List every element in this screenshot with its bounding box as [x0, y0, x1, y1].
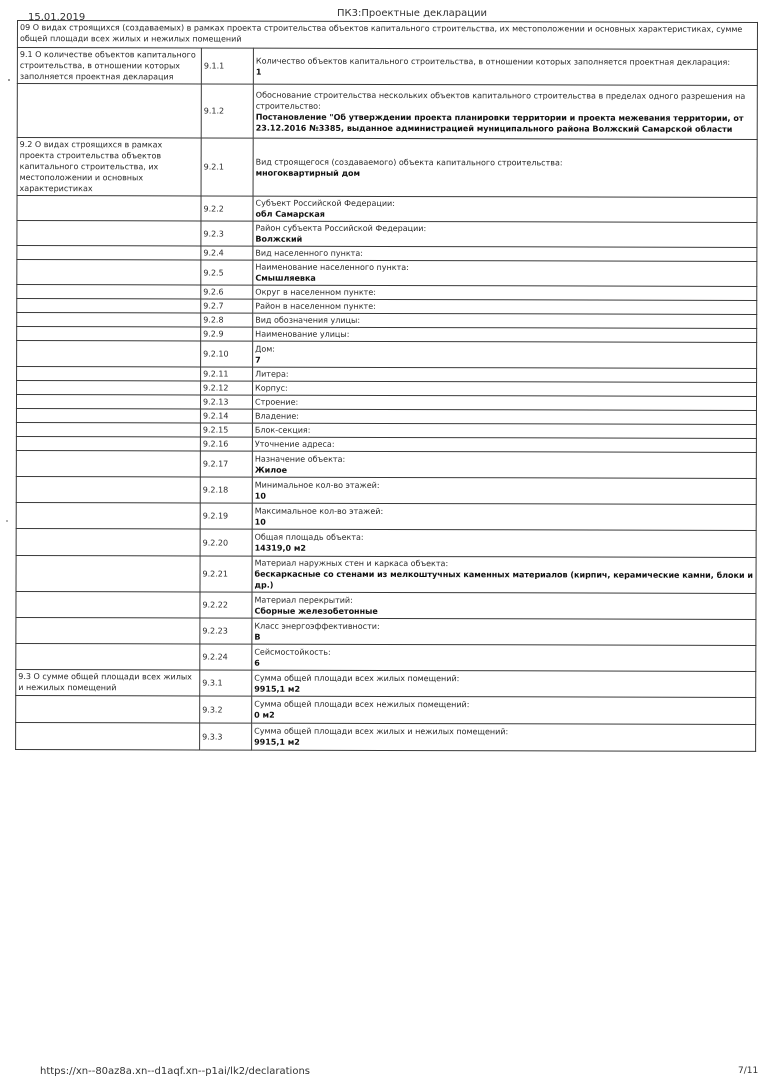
section-cell — [17, 341, 201, 367]
item-value: Жилое — [254, 465, 288, 475]
declaration-table — [15, 20, 758, 752]
item-label: Владение: — [254, 411, 299, 421]
item-value: 10 — [254, 491, 266, 501]
item-content — [253, 381, 757, 396]
item-content — [252, 670, 756, 697]
table-row — [17, 84, 757, 140]
section-cell — [17, 221, 201, 246]
item-label: Обоснование строительства нескольких объектов капитального строительства в пределах одного разрешения на строительство: — [255, 90, 746, 111]
item-code: 9.2.11 — [201, 367, 253, 381]
item-code: 9.2.17 — [200, 451, 252, 477]
item-value: B — [254, 632, 261, 642]
table-row — [16, 617, 756, 645]
item-content — [253, 285, 757, 300]
item-value: 9915,1 м2 — [254, 684, 301, 694]
table-row — [16, 643, 756, 671]
item-content — [253, 246, 757, 261]
item-label: Литера: — [255, 369, 289, 379]
item-content — [252, 437, 756, 452]
item-label: Вид строящегося (создаваемого) объекта капитального строительства: — [255, 157, 563, 167]
section-cell — [17, 246, 201, 260]
item-code: 9.2.24 — [200, 644, 252, 670]
item-code: 9.3.3 — [200, 723, 252, 750]
item-content — [252, 503, 756, 530]
table-row — [16, 555, 756, 593]
section-cell — [16, 555, 200, 591]
item-content — [252, 423, 756, 438]
item-label: Корпус: — [255, 383, 288, 393]
item-value: 10 — [254, 517, 266, 527]
item-label: Дом: — [255, 344, 276, 354]
item-value: Смышляевка — [255, 273, 316, 283]
item-content — [253, 327, 757, 342]
item-label: Максимальное кол-во этажей: — [254, 506, 384, 516]
item-code: 9.2.5 — [201, 260, 253, 285]
item-content — [252, 696, 756, 724]
section-cell — [16, 450, 200, 476]
item-content — [253, 221, 757, 247]
item-label: Сумма общей площади всех жилых помещений: — [254, 673, 460, 683]
item-content — [252, 395, 756, 410]
item-content — [252, 723, 756, 751]
table-row — [16, 450, 756, 478]
item-label: Материал наружных стен и каркаса объекта: — [254, 558, 449, 569]
item-code: 9.1.1 — [201, 48, 253, 84]
table-row — [16, 669, 756, 697]
item-code: 9.2.22 — [200, 592, 252, 618]
item-code: 9.2.14 — [200, 409, 252, 423]
item-label: Сумма общей площади всех жилых и нежилых помещений: — [254, 726, 509, 737]
section-cell: 9.2 О видах строящихся в рамках проекта строительства объектов капитального строительства, их местоположении и основных характеристиках — [17, 138, 201, 196]
item-content — [252, 644, 756, 671]
footer-url: https://xn--80az8a.xn--d1aqf.xn--p1ai/lk2/declarations — [40, 1066, 310, 1077]
item-code: 9.2.3 — [201, 221, 253, 246]
item-value: многоквартирный дом — [255, 168, 361, 178]
table-row — [17, 221, 757, 248]
item-code: 9.2.20 — [200, 529, 252, 556]
item-value: 9915,1 м2 — [254, 737, 300, 747]
section-cell: 9.3 О сумме общей площади всех жилых и нежилых помещений — [16, 669, 200, 695]
scan-speck — [8, 79, 10, 81]
section-cell — [16, 436, 200, 450]
table-row — [16, 695, 756, 724]
item-content — [252, 409, 756, 424]
item-content — [252, 477, 756, 504]
item-content — [253, 138, 757, 197]
table-row — [16, 591, 756, 619]
section-cell — [17, 285, 201, 299]
item-label: Минимальное кол-во этажей: — [254, 480, 380, 490]
item-code: 9.2.18 — [200, 477, 252, 503]
table-row — [17, 138, 757, 198]
item-code: 9.3.1 — [200, 670, 252, 696]
section-cell — [16, 422, 200, 436]
item-value: бескаркасные со стенами из мелкоштучных каменных материалов (кирпич, керамические камни, блоки и др.) — [254, 569, 753, 590]
section-header-row — [17, 21, 757, 50]
item-code: 9.2.9 — [201, 327, 253, 341]
section-cell — [16, 643, 200, 669]
section-cell — [17, 313, 201, 327]
item-code: 9.2.16 — [200, 437, 252, 451]
section-cell — [17, 367, 201, 381]
section-cell — [16, 502, 200, 528]
item-label: Район субъекта Российской Федерации: — [255, 223, 427, 234]
section-cell — [17, 299, 201, 313]
item-label: Количество объектов капитального строительства, в отношении которых заполняется проектная декларация: — [255, 56, 731, 67]
item-value: Волжский — [255, 234, 303, 244]
item-code: 9.2.21 — [200, 556, 252, 592]
table-row — [17, 196, 757, 223]
item-code: 9.2.19 — [200, 503, 252, 529]
print-date: 15.01.2019 — [28, 12, 86, 23]
scan-speck — [6, 520, 8, 522]
item-label: Сейсмостойкость: — [254, 647, 331, 657]
item-label: Назначение объекта: — [254, 454, 346, 464]
item-value: Постановление "Об утверждении проекта планировки территории и проекта межевания территории, от 23.12.2016 №3385, выданное администрацией муниципального района Волжский Самарской области — [255, 112, 744, 134]
section-cell — [16, 722, 200, 749]
item-value: 1 — [255, 67, 262, 77]
item-code: 9.2.10 — [201, 341, 253, 367]
item-code: 9.1.2 — [201, 84, 253, 138]
item-content — [252, 618, 756, 645]
item-label: Класс энергоэффективности: — [254, 621, 380, 631]
item-label: Строение: — [254, 397, 299, 407]
item-content — [253, 48, 757, 85]
item-code: 9.2.13 — [200, 395, 252, 409]
section-cell — [16, 695, 200, 722]
section-cell — [16, 617, 200, 643]
item-label: Наименование улицы: — [255, 329, 350, 339]
section-cell — [17, 84, 201, 138]
item-label: Вид обозначения улицы: — [255, 315, 361, 325]
item-label: Материал перекрытий: — [254, 595, 353, 605]
item-code: 9.2.7 — [201, 299, 253, 313]
section-09-title: 09 О видах строящихся (создаваемых) в рамках проекта строительства объектов капитального строительства, их местоположении и основных характеристиках, сумме общей площади всех жилых и нежилых помещений — [17, 21, 757, 50]
item-value: 14319,0 м2 — [254, 543, 306, 553]
section-cell — [16, 476, 200, 502]
item-content — [253, 341, 757, 368]
section-cell — [16, 591, 200, 617]
item-content — [253, 260, 757, 286]
item-label: Уточнение адреса: — [254, 439, 335, 449]
item-value: 7 — [255, 355, 261, 365]
item-code: 9.2.8 — [201, 313, 253, 327]
item-value: 0 м2 — [254, 710, 275, 720]
item-label: Район в населенном пункте: — [255, 301, 376, 311]
item-label: Наименование населенного пункта: — [255, 262, 409, 273]
section-cell — [16, 528, 200, 555]
section-cell — [16, 395, 200, 409]
item-content — [252, 556, 756, 593]
item-label: Округ в населенном пункте: — [255, 287, 376, 297]
item-code: 9.2.2 — [201, 196, 253, 221]
item-content — [252, 451, 756, 478]
table-row — [16, 722, 756, 751]
item-code: 9.2.4 — [201, 246, 253, 260]
table-row — [16, 528, 756, 557]
document-title: ПК3:Проектные декларации — [337, 8, 488, 19]
item-content — [253, 196, 757, 222]
table-row — [16, 502, 756, 530]
item-code: 9.2.1 — [201, 138, 253, 196]
section-cell — [17, 381, 201, 395]
item-code: 9.2.6 — [201, 285, 253, 299]
section-cell — [17, 260, 201, 285]
item-content — [253, 313, 757, 328]
table-row — [17, 341, 757, 369]
table-row — [16, 476, 756, 504]
section-cell: 9.1 О количестве объектов капитального строительства, в отношении которых заполняется проектная декларация — [17, 48, 201, 84]
item-content — [252, 592, 756, 619]
item-value: Сборные железобетонные — [254, 606, 378, 616]
item-code: 9.2.12 — [201, 381, 253, 395]
item-label: Вид населенного пункта: — [255, 248, 363, 258]
item-code: 9.3.2 — [200, 696, 252, 723]
item-code: 9.2.23 — [200, 618, 252, 644]
item-content — [253, 299, 757, 314]
item-content — [253, 367, 757, 382]
item-content — [253, 84, 757, 139]
item-value: 6 — [254, 658, 260, 668]
item-code: 9.2.15 — [200, 423, 252, 437]
item-label: Блок-секция: — [254, 425, 311, 435]
item-content — [252, 529, 756, 557]
section-cell — [17, 196, 201, 221]
table-row — [17, 48, 757, 86]
item-label: Общая площадь объекта: — [254, 532, 364, 542]
section-cell — [16, 408, 200, 422]
item-label: Сумма общей площади всех нежилых помещений: — [254, 699, 470, 710]
section-cell — [17, 327, 201, 341]
page-number: 7/11 — [738, 1066, 759, 1076]
item-label: Субъект Российской Федерации: — [255, 198, 395, 208]
table-row — [17, 260, 757, 287]
item-value: обл Самарская — [255, 209, 325, 219]
declaration-table-body — [16, 21, 758, 752]
